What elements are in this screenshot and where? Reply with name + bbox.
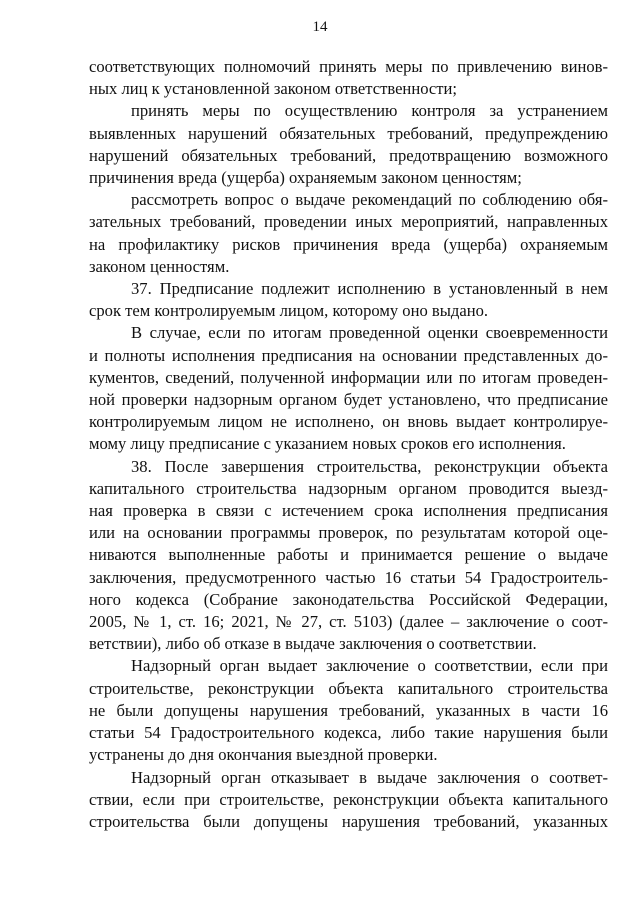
text-line: принять меры по осуществлению контроля за устранением bbox=[131, 101, 608, 121]
text-line: Надзорный орган выдает заключение о соответствии, если при bbox=[131, 656, 608, 676]
text-line: ная проверка в связи с истечением срока исполнения предписания bbox=[89, 501, 608, 521]
text-line: на профилактику рисков причинения вреда (ущерба) охраняемым bbox=[89, 234, 608, 254]
text-line: устранены до дня окончания выездной проверки. bbox=[89, 745, 438, 765]
text-line: заключения, предусмотренного частью 16 статьи 54 Градостроитель- bbox=[89, 567, 608, 587]
text-line: ной проверки надзорным органом будет установлено, что предписание bbox=[89, 390, 608, 410]
text-line: или на основании программы проверок, по результатам которой оце- bbox=[89, 523, 608, 543]
paragraph bbox=[89, 322, 608, 455]
paragraph bbox=[89, 189, 608, 278]
text-line: ного кодекса (Собрание законодательства Российской Федерации, bbox=[89, 589, 608, 609]
paragraph bbox=[89, 56, 608, 100]
paragraph bbox=[89, 655, 608, 766]
text-line: нарушений обязательных требований, предотвращению возможного bbox=[89, 145, 608, 165]
text-line: Надзорный орган отказывает в выдаче заключения о соответ- bbox=[131, 767, 608, 787]
text-line: кументов, сведений, полученной информации или по итогам проведен- bbox=[89, 367, 608, 387]
text-line: ветствии), либо об отказе в выдаче заключения о соответствии. bbox=[89, 634, 537, 654]
text-line: причинения вреда (ущерба) охраняемым законом ценностям; bbox=[89, 168, 522, 188]
text-line: законом ценностям. bbox=[89, 256, 230, 276]
document-body bbox=[89, 56, 608, 833]
text-line: рассмотреть вопрос о выдаче рекомендаций по соблюдению обя- bbox=[131, 190, 608, 210]
text-line: мому лицу предписание с указанием новых сроков его исполнения. bbox=[89, 434, 566, 454]
text-line: 2005, № 1, ст. 16; 2021, № 27, ст. 5103) (далее – заключение о соот- bbox=[89, 612, 608, 632]
text-line: строительства были допущены нарушения требований, указанных bbox=[89, 811, 608, 831]
text-line: ниваются выполненные работы и принимается решение о выдаче bbox=[89, 545, 608, 565]
text-line: 37. Предписание подлежит исполнению в установленный в нем bbox=[131, 279, 608, 299]
paragraph bbox=[89, 278, 608, 322]
text-line: зательных требований, проведении иных мероприятий, направленных bbox=[89, 212, 608, 232]
text-line: статьи 54 Градостроительного кодекса, либо такие нарушения были bbox=[89, 723, 608, 743]
text-line: и полноты исполнения предписания на основании представленных до- bbox=[89, 345, 608, 365]
page-number: 14 bbox=[312, 19, 328, 35]
text-line: капитального строительства надзорным органом проводится выезд- bbox=[89, 478, 608, 498]
text-line: В случае, если по итогам проведенной оценки своевременности bbox=[131, 323, 608, 343]
paragraph bbox=[89, 100, 608, 189]
text-line: строительстве, реконструкции объекта капитального строительства bbox=[89, 678, 608, 698]
text-line: ных лиц к установленной законом ответственности; bbox=[89, 79, 458, 99]
text-line: не были допущены нарушения требований, указанных в части 16 bbox=[89, 700, 608, 720]
text-line: срок тем контролируемым лицом, которому оно выдано. bbox=[89, 301, 489, 321]
text-line: соответствующих полномочий принять меры по привлечению винов- bbox=[89, 57, 608, 76]
paragraph bbox=[89, 767, 608, 834]
text-line: ствии, если при строительстве, реконструкции объекта капитального bbox=[89, 789, 608, 809]
text-line: выявленных нарушений обязательных требований, предупреждению bbox=[89, 123, 608, 143]
text-line: контролируемым лицом не исполнено, он вновь выдает контролируе- bbox=[89, 412, 608, 432]
text-line: 38. После завершения строительства, реконструкции объекта bbox=[131, 456, 608, 476]
paragraph bbox=[89, 456, 608, 656]
